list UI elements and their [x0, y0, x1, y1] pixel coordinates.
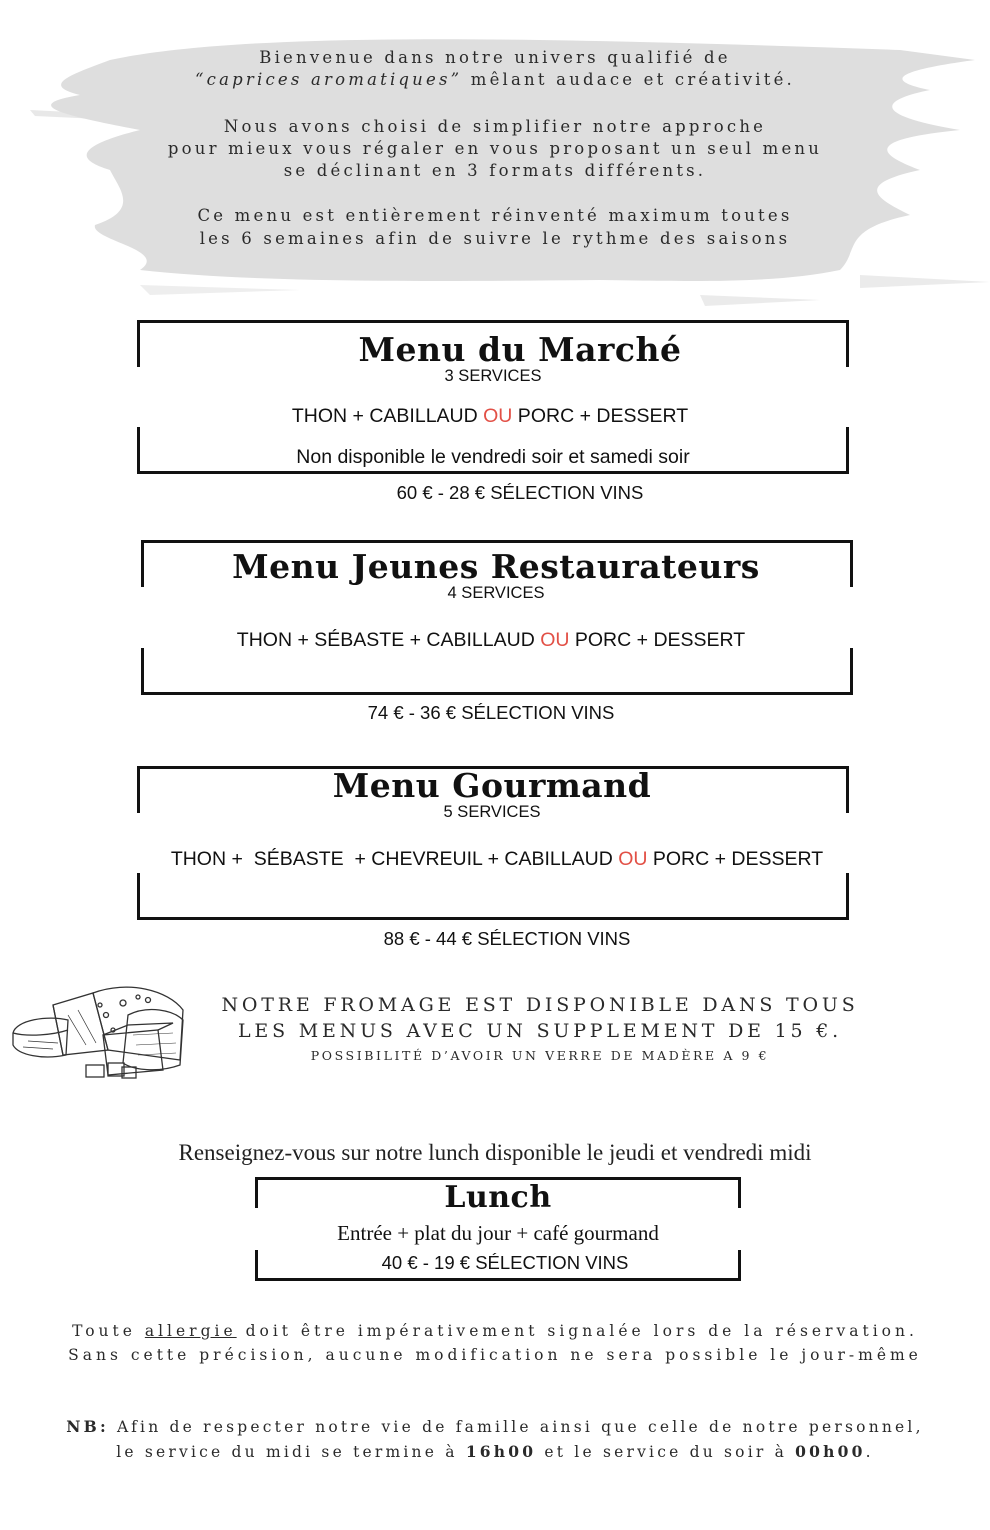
frame-bottom: [137, 873, 849, 920]
lunch-title: Lunch: [444, 1180, 552, 1215]
nb-text-2: le service du midi se termine à: [116, 1443, 466, 1461]
items-before: THON + SÉBASTE + CHEVREUIL + CABILLAUD: [170, 848, 619, 870]
menu-items: [140, 405, 840, 428]
nb-time-soir: 00h00: [795, 1442, 866, 1461]
menu-title: Menu du Marché: [358, 330, 682, 369]
nb-line-1: [20, 1415, 970, 1439]
lunch-items: Entrée + plat du jour + café gourmand: [337, 1221, 659, 1245]
lunch-price: 40 € - 19 € SÉLECTION VINS: [381, 1252, 629, 1273]
intro-para2-line1: Nous avons choisi de simplifier notre approche: [223, 117, 767, 136]
items-after: PORC + DESSERT: [569, 629, 746, 651]
menu-title: Menu Gourmand: [332, 766, 652, 805]
nb-text-4: .: [865, 1443, 874, 1461]
menu-title: Menu Jeunes Restaurateurs: [232, 547, 760, 586]
allergy-before: Toute: [72, 1322, 145, 1340]
intro-para3-line1: Ce menu est entièrement réinventé maximum toutes: [197, 206, 793, 225]
items-before: THON + SÉBASTE + CABILLAUD: [236, 629, 541, 651]
menu-price: 60 € - 28 € SÉLECTION VINS: [396, 482, 644, 503]
items-before: THON + CABILLAUD: [291, 405, 484, 427]
menu-price: 74 € - 36 € SÉLECTION VINS: [367, 702, 615, 723]
allergy-line-2: Sans cette précision, aucune modification ne sera possible le jour-même: [68, 1346, 922, 1364]
nb-label: NB:: [66, 1417, 109, 1436]
cheese-line-1: NOTRE FROMAGE EST DISPONIBLE DANS TOUS: [221, 994, 859, 1016]
allergy-underlined: allergie: [144, 1322, 237, 1340]
nb-text-3: et le service du soir à: [536, 1443, 796, 1461]
allergy-after: doit être impérativement signalée lors de la réservation.: [236, 1322, 918, 1340]
menu-services: 4 SERVICES: [447, 584, 545, 602]
ou-label: OU: [483, 405, 513, 427]
cheese-line-2: LES MENUS AVEC UN SUPPLEMENT DE 15 €.: [237, 1020, 842, 1042]
items-after: PORC + DESSERT: [512, 405, 689, 427]
frame-bottom: [141, 648, 853, 695]
cheese-line-3: POSSIBILITÉ D’AVOIR UN VERRE DE MADÈRE A 9 €: [310, 1048, 770, 1063]
nb-line-2: [20, 1440, 970, 1464]
menu-items: [141, 629, 841, 652]
menu-price: 88 € - 44 € SÉLECTION VINS: [383, 928, 631, 949]
nb-text-1: Afin de respecter notre vie de famille ainsi que celle de notre personnel,: [108, 1418, 924, 1436]
menu-note: Non disponible le vendredi soir et samedi soir: [296, 446, 690, 468]
menu-items: [137, 848, 857, 871]
intro-line-1: Bienvenue dans notre univers qualifié de: [259, 48, 731, 67]
menu-services: 3 SERVICES: [444, 367, 542, 385]
lunch-info: Renseignez-vous sur notre lunch disponible le jeudi et vendredi midi: [178, 1140, 812, 1165]
intro-para3-line2: les 6 semaines afin de suivre le rythme des saisons: [199, 229, 791, 248]
nb-time-midi: 16h00: [465, 1442, 537, 1461]
allergy-line-1: [20, 1319, 970, 1343]
items-after: PORC + DESSERT: [647, 848, 824, 870]
ou-label: OU: [540, 629, 570, 651]
ou-label: OU: [618, 848, 648, 870]
cheese-illustration-icon: [8, 975, 198, 1085]
menu-services: 5 SERVICES: [443, 803, 541, 821]
intro-line-2-rest: mêlant audace et créativité.: [462, 70, 795, 89]
intro-para2-line2: pour mieux vous régaler en vous proposant un seul menu: [167, 139, 823, 158]
intro-para2-line3: se déclinant en 3 formats différents.: [283, 161, 707, 180]
intro-line-2: [60, 69, 930, 91]
intro-quote: “caprices aromatiques”: [195, 70, 463, 89]
